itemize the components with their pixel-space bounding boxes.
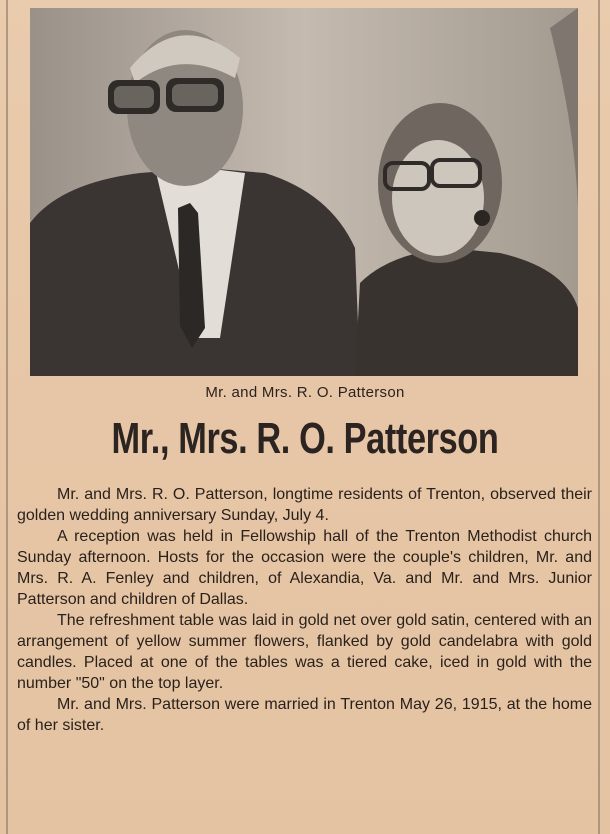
column-rule-right bbox=[598, 0, 600, 834]
couple-photo-drawing bbox=[30, 8, 578, 376]
photo-caption: Mr. and Mrs. R. O. Patterson bbox=[205, 384, 405, 401]
column-rule-left bbox=[6, 0, 8, 834]
article-body bbox=[17, 484, 592, 736]
paragraph: A reception was held in Fellowship hall of the Trenton Methodist church Sunday afternoon. Hosts for the occasion were the couple's children, Mr. and Mrs. R. A. Fenley and children, of Alexandia, Va. and Mr. and Mrs. Junior Patterson and children of Dallas. bbox=[17, 528, 592, 608]
paragraph: The refreshment table was laid in gold net over gold satin, centered with an arrangement of yellow summer flowers, flanked by gold candelabra with gold candles. Placed at one of the tables was a tiered cake, iced in gold with the number "50" on the top layer. bbox=[17, 612, 592, 692]
paragraph: Mr. and Mrs. Patterson were married in Trenton May 26, 1915, at the home of her sister. bbox=[17, 696, 592, 734]
headline: Mr., Mrs. R. O. Patterson bbox=[111, 414, 499, 463]
paragraph: Mr. and Mrs. R. O. Patterson, longtime residents of Trenton, observed their golden wedding anniversary Sunday, July 4. bbox=[17, 486, 592, 524]
couple-photo bbox=[30, 8, 578, 376]
